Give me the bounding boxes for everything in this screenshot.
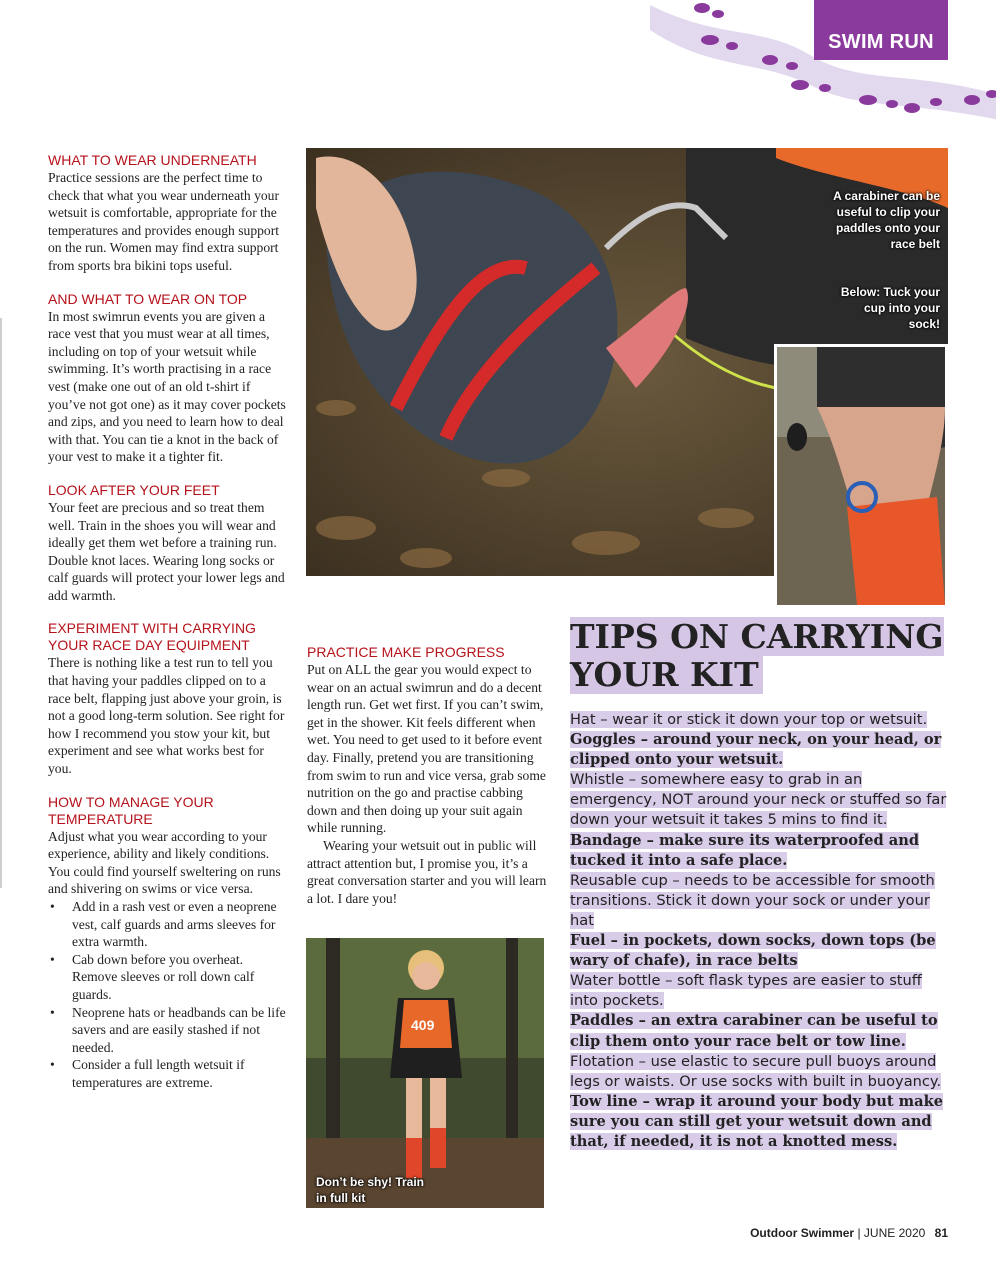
section-experiment: [48, 620, 288, 777]
cup-photo-art: [777, 347, 945, 605]
section-heading: HOW TO MANAGE YOUR TEMPERATURE: [48, 793, 214, 827]
section-body: Practice sessions are the perfect time to check that what you wear underneath your wetsuit is comfortable, appropriate for the temperatures and provides enough support on the run. Women may find extra support from sports bra bikini tops useful.: [48, 170, 280, 273]
cup-in-sock-photo: [774, 344, 948, 608]
runner-caption: Don’t be shy! Train in full kit: [316, 1175, 425, 1205]
tip-item: Whistle – somewhere easy to grab in an emergency, NOT around your neck or stuffed so far down your wetsuit it takes 5 mins to find it.: [570, 771, 947, 829]
runner-photo-art: [306, 938, 544, 1208]
tip-item: Tow line – wrap it around your body but make sure you can still get your wetsuit down and that, if needed, it is not a knotted mess.: [570, 1092, 943, 1150]
section-on-top: [48, 291, 288, 466]
section-body: There is nothing like a test run to tell you that having your paddles clipped on to a race belt, flapping just above your groin, is not a good long-term solution. See right for how I recommend you stow your kit, but experiment and see what works best for you.: [48, 655, 285, 777]
footer-separator: |: [857, 1226, 861, 1240]
left-column: [48, 152, 288, 1108]
section-heading: LOOK AFTER YOUR FEET: [48, 481, 220, 498]
section-body: Adjust what you wear according to your experience, ability and likely conditions. You could find yourself sweltering on runs and shivering on swims or vice versa.: [48, 828, 281, 897]
bib-number: 409: [411, 1017, 435, 1033]
tips-list: [570, 710, 950, 1152]
tip-item: Bandage – make sure its waterproofed and tucked it into a safe place.: [570, 831, 920, 869]
tip-item: Water bottle – soft flask types are easier to stuff into pockets.: [570, 972, 922, 1010]
tip-item: Paddles – an extra carabiner can be useful to clip them onto your race belt or tow line.: [570, 1012, 938, 1050]
section-feet: [48, 482, 288, 605]
cup-caption: Below: Tuck your cup into your sock!: [840, 285, 940, 331]
paddles-caption: A carabiner can be useful to clip your paddles onto your race belt: [833, 189, 940, 251]
list-item: • Cab down before you overheat. Remove sleeves or roll down calf guards.: [72, 951, 288, 1004]
section-heading: PRACTICE MAKE PROGRESS: [307, 644, 505, 660]
magazine-name: Outdoor Swimmer: [750, 1226, 855, 1240]
page-footer: [750, 1226, 948, 1240]
section-temperature: [48, 794, 288, 1092]
tip-item: Flotation – use elastic to secure pull buoys around legs or waists. Or use socks with built in buoyancy.: [570, 1052, 942, 1090]
tip-item: Goggles – around your neck, on your head, or clipped onto your wetsuit.: [570, 731, 942, 769]
section-tag: SWIM RUN: [814, 0, 948, 60]
list-item: • Consider a full length wetsuit if temperatures are extreme.: [72, 1056, 288, 1091]
section-body: Put on ALL the gear you would expect to wear on an actual swimrun and do a decent length run. Get wet first. If you can’t swim, get in the shower. Kit feels different when wet. You need to get used to it before event day. Finally, pretend you are transitioning from swim to run and vice versa, grab some nutrition on the go and practise cabbing down and then doing up your suit again while running.: [307, 662, 546, 836]
section-heading: WHAT TO WEAR UNDERNEATH: [48, 152, 257, 168]
tips-title: TIPS ON CARRYING YOUR KIT: [570, 617, 944, 694]
section-heading: EXPERIMENT WITH CARRYING YOUR RACE DAY EQUIPMENT: [48, 620, 256, 654]
section-body: In most swimrun events you are given a race vest that you must wear at all times, including on top of your wetsuit while swimming. It’s worth practising in a race vest (make one out of an old t-shirt if you’ve not got one) as it may cover pockets and zips, and you need to learn how to deal with that. You can tie a knot in the back of your vest to make it a tighter fit.: [48, 308, 286, 465]
tip-item: Hat – wear it or stick it down your top or wetsuit.: [570, 711, 928, 728]
section-body: Wearing your wetsuit out in public will attract attention but, I promise you, it’s a great conversation starter and you will learn a lot. I dare you!: [307, 837, 547, 906]
runner-photo: [306, 938, 544, 1208]
section-underneath: [48, 152, 288, 275]
bullet-list: [48, 898, 288, 1092]
page-edge-divider: [0, 318, 2, 888]
tip-item: Fuel – in pockets, down socks, down tops (be wary of chafe), in race belts: [570, 932, 936, 970]
tip-item: Reusable cup – needs to be accessible for smooth transitions. Stick it down your sock or under your hat: [570, 871, 935, 929]
issue-date: JUNE 2020: [863, 1226, 926, 1240]
page-number: 81: [934, 1226, 948, 1240]
section-body: Your feet are precious and so treat them well. Train in the shoes you will wear and ideally get them wet before a training run. Double knot laces. Wearing long socks or calf guards will protect your lower legs and add warmth.: [48, 499, 285, 603]
middle-column: [307, 644, 547, 907]
list-item: • Add in a rash vest or even a neoprene vest, calf guards and arms sleeves for extra warmth.: [72, 898, 288, 951]
section-heading: AND WHAT TO WEAR ON TOP: [48, 290, 248, 307]
list-item: • Neoprene hats or headbands can be life savers and are easily stashed if not needed.: [72, 1004, 288, 1057]
